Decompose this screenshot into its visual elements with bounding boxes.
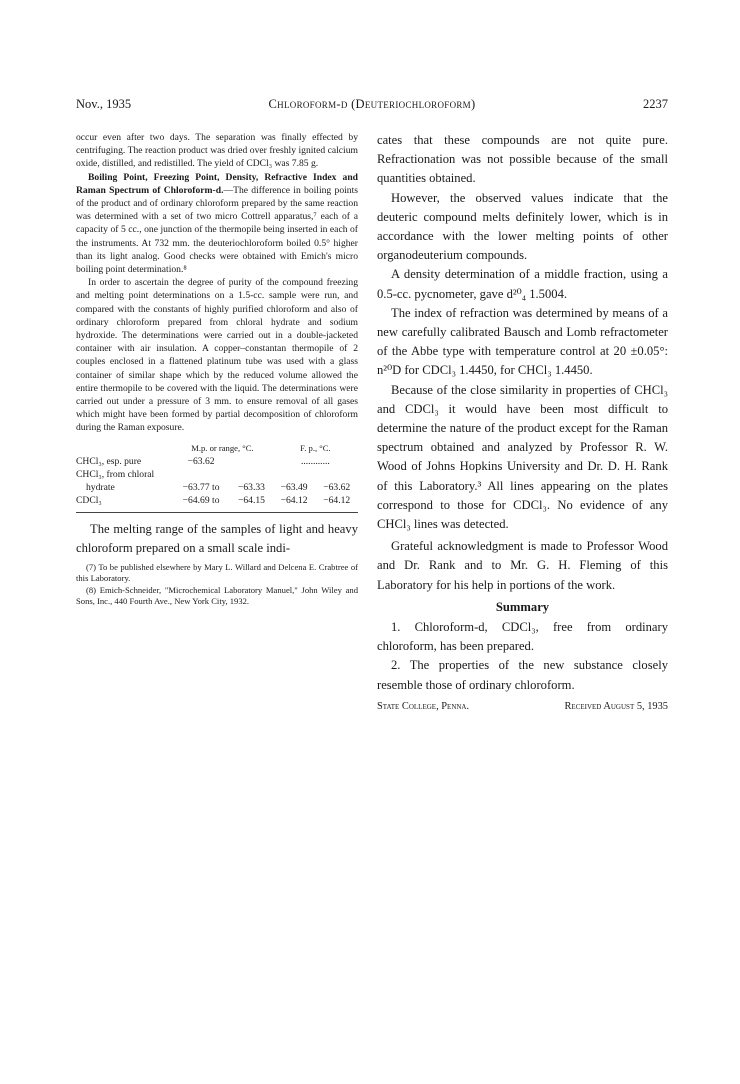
- right-column: [377, 131, 668, 716]
- summary-item-1: 1. Chloroform-d, CDCl₃, free from ordinary chloroform, has been prepared.: [377, 620, 668, 654]
- header-date: Nov., 1935: [76, 97, 132, 111]
- left-column: [76, 131, 358, 608]
- cell-fp-from: −63.49: [280, 482, 308, 494]
- paragraph-refraction: The index of refraction was determined by means of a new carefully calibrated Bausch and Lomb refractometer of the Abbe type with temperature control at 20 ±0.05°: n²⁰D for CDCl₃ 1.4450, for CHCl₃ 1.4450.: [377, 305, 668, 378]
- paragraph-raman: Because of the close similarity in properties of CHCl₃ and CDCl₃ it would have been most difficult to determine the nature of the product except for the Raman spectrum obtained and analyzed by Professor R. W. Wood of Johns Hopkins University and Dr. D. H. Rank of this Laboratory.³ All lines appearing on the plates correspond to those for CDCl₃. No evidence of any CHCl₃ lines was detected.: [377, 382, 668, 532]
- section-run-in-heading: Boiling Point, Freezing Point, Density, Refractive Index and Raman Spectrum of Chloroform-d.: [76, 171, 358, 196]
- table-header-row: [76, 442, 358, 457]
- row-label: CDCl₃: [76, 494, 102, 506]
- paragraph-melting-range: The melting range of the samples of light and heavy chloroform prepared on a small scale indi-: [76, 521, 358, 555]
- column-header-mp: M.p. or range, °C.: [191, 442, 254, 453]
- affiliation: State College, Penna.: [377, 700, 470, 712]
- table-row: [76, 495, 358, 508]
- row-label: CHCl₃, esp. pure: [76, 456, 142, 468]
- summary-item-2: 2. The properties of the new substance closely resemble those of ordinary chloroform.: [377, 658, 668, 692]
- paragraph-purity: In order to ascertain the degree of purity of the compound freezing and melting point determinations on a 1.5-cc. sample were run, and compared with the constants of highly purified chloroform and also of ordinary chloroform prepared from chloral hydrate and sodium hydroxide. The determinations were carried out in a double-jacketed container with air insulation. A copper–constantan thermopile of 2 couples enclosed in a flattened platinum tube was used with a glass container of similar shape which by the reduced volume allowed the entire thermopile to be covered with the liquid. The determinations were carried out under a pressure of 3 mm. to ensure removal of all gases which might have been formed by partial decomposition of chloroform during the Raman exposure.: [76, 277, 358, 434]
- cell-mp-to: −63.33: [237, 482, 265, 494]
- cell-fp-from: −64.12: [280, 494, 308, 506]
- cell-mp-to: −64.15: [237, 494, 265, 506]
- footnote-8: (8) Emich-Schneider, "Microchemical Laboratory Manuel," John Wiley and Sons, Inc., 440 Fourth Ave., New York City, 1932.: [76, 584, 358, 607]
- melting-point-table: [76, 442, 358, 508]
- column-header-fp: F. p., °C.: [300, 442, 331, 453]
- paragraph-density: A density determination of a middle fraction, using a 0.5-cc. pycnometer, gave d²⁰₄ 1.5004.: [377, 267, 668, 301]
- cell-mp-from: −63.77 to: [182, 482, 220, 494]
- row-label: hydrate: [86, 482, 115, 494]
- table-row: [76, 456, 358, 469]
- table-row: [76, 469, 358, 482]
- summary-heading: Summary: [495, 599, 550, 614]
- paragraph-yield: occur even after two days. The separation was finally effected by centrifuging. The reaction product was dried over freshly ignited calcium oxide, distilled, and redistilled. The yield of CDCl₃ was 7.85 g.: [76, 132, 358, 170]
- cell-fp-from: ............: [300, 456, 330, 468]
- footnote-7: (7) To be published elsewhere by Mary L. Willard and Delcena E. Crabtree of this Laboratory.: [76, 562, 358, 584]
- cell-mp-to: [230, 456, 273, 469]
- table-bottom-rule: [76, 512, 358, 513]
- cell-fp-to: −64.12: [323, 494, 351, 506]
- table-row: [76, 482, 358, 495]
- paragraph-purity-cont: cates that these compounds are not quite pure. Refractionation was not possible because of the small quantities obtained.: [377, 133, 668, 186]
- paragraph-melting-lower: However, the observed values indicate that the deuteric compound melts definitely lower, which is in accordance with the lower melting points of other organodeuterium compounds.: [377, 190, 668, 263]
- row-label: CHCl₃, from chloral: [76, 469, 155, 481]
- signature-line: [377, 698, 668, 716]
- paragraph-body: —The difference in boiling points of the product and of ordinary chloroform prepared by the same reaction was determined with a set of two micro Cottrell apparatus,⁷ each of a capacity of 5 cc., one junction of the thermopile being inserted in each of the instruments. At 732 mm. the deuteriochloroform boiled 0.5° higher than its light analog. Good checks were obtained with Emich's micro boiling point determination.⁸: [76, 184, 358, 276]
- cell-fp-to: −63.62: [323, 482, 351, 494]
- cell-mp-from: −64.69 to: [182, 494, 220, 506]
- paragraph-acknowledgment: Grateful acknowledgment is made to Professor Wood and Dr. Rank and to Mr. G. H. Fleming of this Laboratory for his help in portions of the work.: [377, 539, 668, 592]
- received-date: Received August 5, 1935: [564, 700, 668, 712]
- running-header: [76, 97, 668, 113]
- header-title: Chloroform-d (Deuteriochloroform): [268, 97, 476, 111]
- footnotes: [76, 562, 358, 608]
- cell-mp-from: −63.62: [187, 456, 215, 468]
- paragraph-boiling-point: [76, 171, 358, 277]
- page-number: 2237: [643, 97, 668, 111]
